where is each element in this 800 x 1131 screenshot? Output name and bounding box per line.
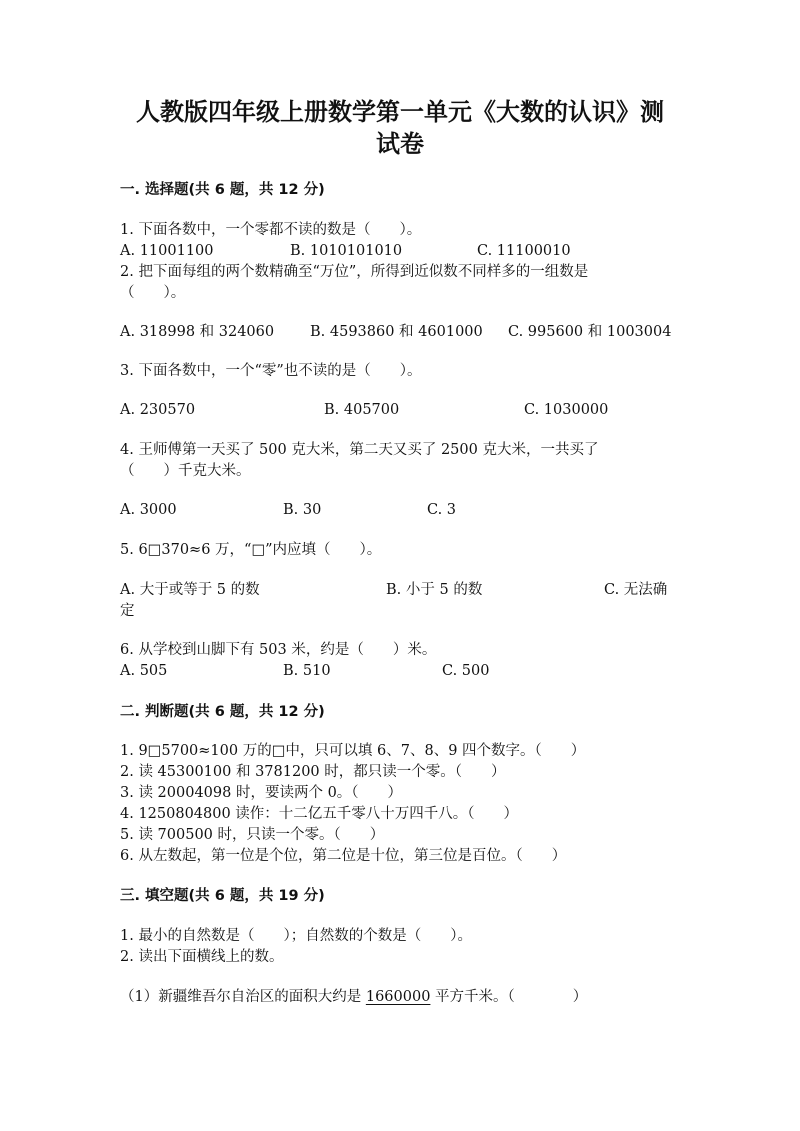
underlined-number: 1660000	[365, 989, 431, 1005]
question-4-option-b: B. 30	[283, 502, 322, 518]
question-2-option-b: B. 4593860 和 4601000	[310, 324, 483, 340]
question-4-option-c: C. 3	[427, 502, 457, 518]
fill-sub-item-1-prefix: （1）新疆维吾尔自治区的面积大约是	[120, 989, 366, 1005]
judgement-item-5: 5. 读 700500 时，只读一个零。（ ）	[120, 827, 385, 843]
section-heading-choice: 一. 选择题(共 6 题，共 12 分)	[120, 182, 325, 198]
question-5-option-c: C. 无法确	[604, 582, 668, 598]
question-3-option-b: B. 405700	[324, 402, 400, 418]
title-line-2: 试卷	[376, 129, 424, 158]
fill-item-1: 1. 最小的自然数是（ ）；自然数的个数是（ ）。	[120, 928, 472, 944]
question-2-option-c: C. 995600 和 1003004	[508, 324, 672, 340]
judgement-item-1: 1. 9□5700≈100 万的□中，只可以填 6、7、8、9 四个数字。（ ）	[120, 743, 586, 759]
question-4-option-a: A. 3000	[120, 502, 177, 518]
question-6-stem: 6. 从学校到山脚下有 503 米，约是（ ）米。	[120, 642, 437, 658]
section-heading-fill-blank: 三. 填空题(共 6 题，共 19 分)	[120, 888, 325, 904]
question-6-option-c: C. 500	[442, 663, 490, 679]
fill-sub-item-1-suffix: 平方千米。（ ）	[430, 989, 588, 1005]
question-6-option-b: B. 510	[283, 663, 331, 679]
judgement-item-4: 4. 1250804800 读作：十二亿五千零八十万四千八。（ ）	[120, 806, 519, 822]
question-4-stem-line-1: 4. 王师傅第一天买了 500 克大米，第二天又买了 2500 克大米，一共买了	[120, 442, 599, 458]
question-2-stem-line-1: 2. 把下面每组的两个数精确至“万位”，所得到近似数不同样多的一组数是	[120, 264, 589, 280]
question-2-stem-line-2: （ ）。	[120, 285, 186, 301]
question-3-option-c: C. 1030000	[524, 402, 609, 418]
judgement-item-6: 6. 从左数起，第一位是个位，第二位是十位，第三位是百位。（ ）	[120, 848, 567, 864]
question-4-stem-line-2: （ ）千克大米。	[120, 463, 251, 479]
question-5-option-c-wrap: 定	[120, 603, 135, 619]
question-5-stem: 5. 6□370≈6 万，“□”内应填（ ）。	[120, 542, 382, 558]
page-title	[100, 96, 700, 160]
question-5-option-a: A. 大于或等于 5 的数	[120, 582, 260, 598]
question-3-stem: 3. 下面各数中，一个“零”也不读的是（ ）。	[120, 363, 422, 379]
judgement-item-2: 2. 读 45300100 和 3781200 时，都只读一个零。（ ）	[120, 764, 506, 780]
question-1-option-b: B. 1010101010	[290, 243, 403, 259]
question-1-stem: 1. 下面各数中，一个零都不读的数是（ ）。	[120, 222, 422, 238]
question-5-option-b: B. 小于 5 的数	[386, 582, 483, 598]
fill-item-2: 2. 读出下面横线上的数。	[120, 949, 284, 965]
question-1-option-c: C. 11100010	[477, 243, 571, 259]
fill-sub-item-1	[120, 987, 587, 1007]
question-3-option-a: A. 230570	[120, 402, 196, 418]
section-heading-judgement: 二. 判断题(共 6 题，共 12 分)	[120, 704, 325, 720]
judgement-item-3: 3. 读 20004098 时，要读两个 0。（ ）	[120, 785, 403, 801]
question-1-option-a: A. 11001100	[120, 243, 214, 259]
question-2-option-a: A. 318998 和 324060	[120, 324, 275, 340]
question-6-option-a: A. 505	[120, 663, 168, 679]
title-line-1: 人教版四年级上册数学第一单元《大数的认识》测	[136, 97, 664, 126]
